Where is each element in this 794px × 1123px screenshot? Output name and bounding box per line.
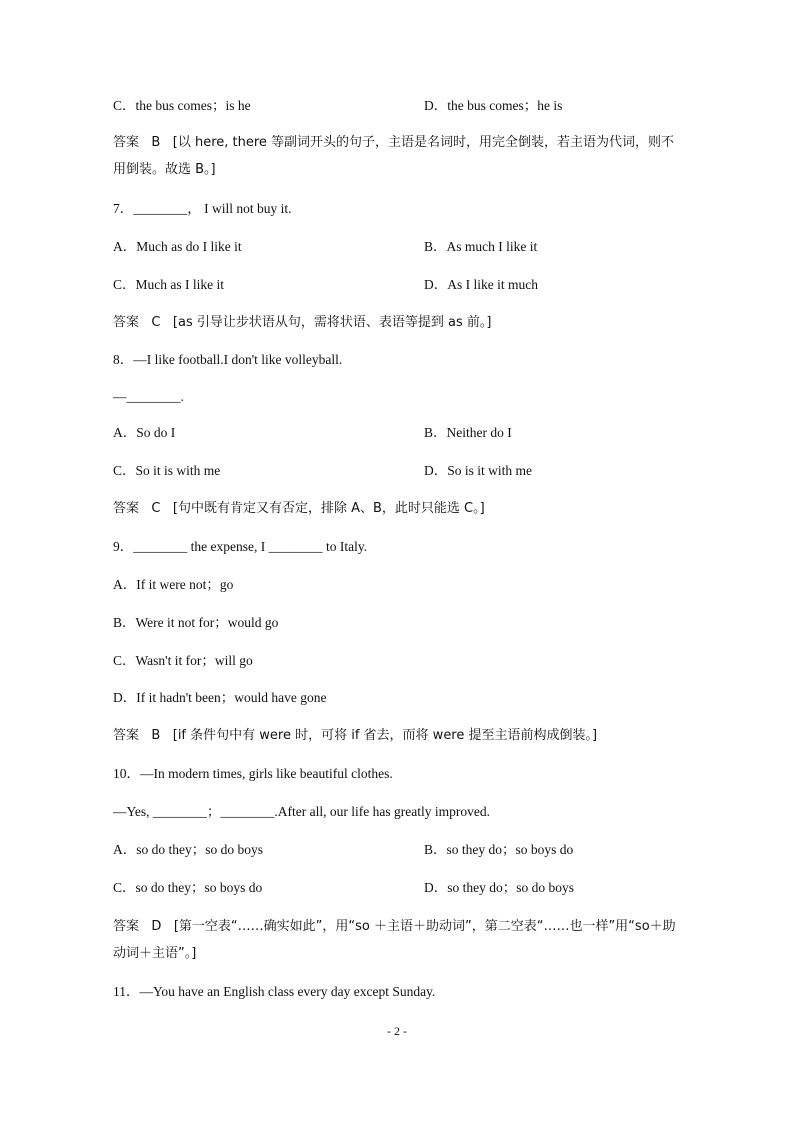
q10-option-a: A．so do they；so do boys [113,842,264,857]
answer-key: C [151,315,161,330]
q7-option-b: B．As much I like it [424,239,538,254]
q9-option-a: A．If it were not；go [113,577,234,592]
answer-key: B [151,728,161,743]
q10-option-b: B．so they do；so boys do [424,842,574,857]
q7-stem: 7．________， I will not buy it. [113,201,292,216]
q9-stem: 9．________ the expense, I ________ to Italy. [113,539,368,554]
answer-explanation: [if 条件句中有 were 时，可将 if 省去，而将 were 提至主语前构成倒装。] [172,728,598,743]
q7-answer [113,313,491,333]
q8-option-a: A．So do I [113,425,176,440]
q7-option-d: D．As I like it much [424,277,538,292]
q7-option-c: C．Much as I like it [113,277,224,292]
q9-option-b: B．Were it not for；would go [113,615,279,630]
q6-answer [113,129,683,183]
answer-label: 答案 [113,501,140,516]
q6-option-d: D．the bus comes；he is [424,98,563,113]
answer-explanation: [以 here, there 等副词开头的句子，主语是名词时，用完全倒装，若主语为代词，则不用倒装。故选 B。] [113,135,675,177]
q10-stem: 10．—In modern times, girls like beautiful clothes. [113,766,393,781]
q6-option-c: C．the bus comes；is he [113,98,251,113]
page-number: - 2 - [387,1024,407,1038]
q8-option-b: B．Neither do I [424,425,512,440]
q7-option-a: A．Much as do I like it [113,239,242,254]
q8-reply: —________. [113,389,184,404]
q10-reply: —Yes, ________；________.After all, our life has greatly improved. [113,804,490,819]
answer-key: D [151,919,162,934]
q8-option-c: C．So it is with me [113,463,221,478]
answer-explanation: [句中既有肯定又有否定，排除 A、B，此时只能选 C。] [172,501,485,516]
q11-stem: 11．—You have an English class every day except Sunday. [113,984,436,999]
answer-label: 答案 [113,728,140,743]
answer-key: B [151,135,161,150]
q9-answer [113,726,597,746]
answer-label: 答案 [113,315,140,330]
answer-explanation: [第一空表“……确实如此”，用“so ＋主语＋助动词”，第二空表“……也一样”用“so＋助动词＋主语”。] [113,919,676,961]
answer-key: C [151,501,161,516]
answer-label: 答案 [113,135,140,150]
q10-option-d: D．so they do；so do boys [424,880,575,895]
q10-answer [113,913,683,967]
q8-answer [113,499,485,519]
q9-option-c: C．Wasn't it for；will go [113,653,253,668]
q8-option-d: D．So is it with me [424,463,533,478]
answer-label: 答案 [113,919,140,934]
q10-option-c: C．so do they；so boys do [113,880,263,895]
answer-explanation: [as 引导让步状语从句，需将状语、表语等提到 as 前。] [172,315,492,330]
q8-stem: 8．—I like football.I don't like volleyball. [113,352,343,367]
q9-option-d: D．If it hadn't been；would have gone [113,690,327,705]
